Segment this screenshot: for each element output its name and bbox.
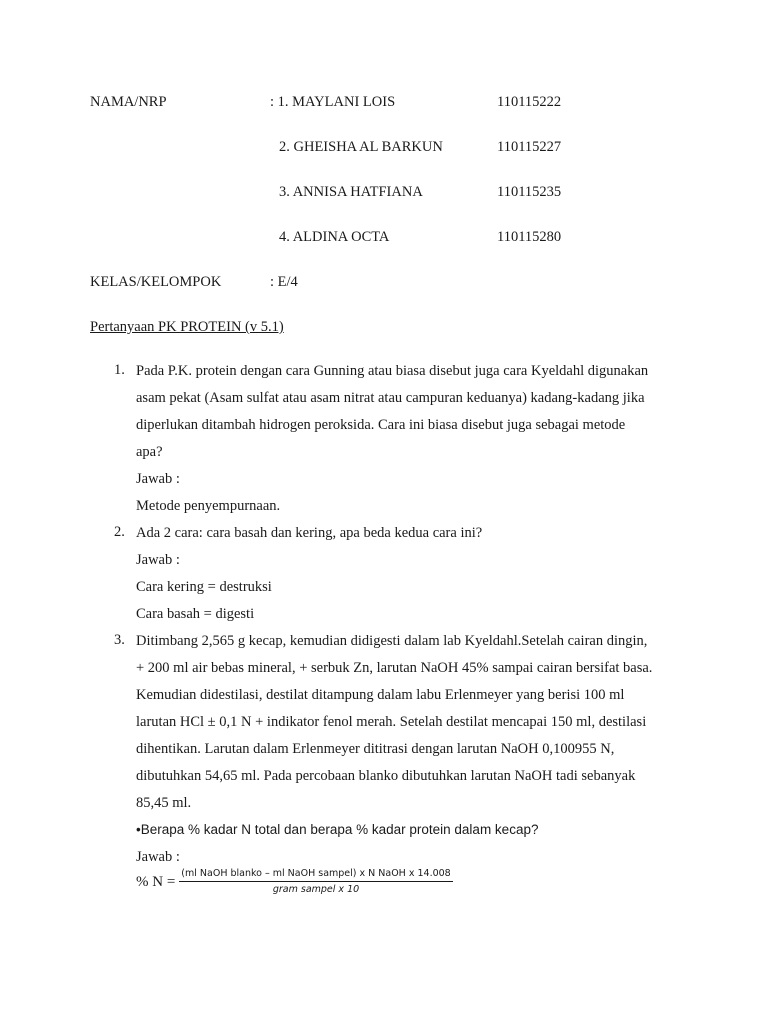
- question-list: [114, 362, 674, 875]
- answer-text: Cara kering = destruksi: [136, 579, 272, 595]
- formula-fraction: [179, 868, 452, 896]
- answer-text: Cara basah = digesti: [136, 606, 255, 622]
- answer-label: Jawab :: [136, 552, 180, 568]
- member-nrp-1: 110115222: [497, 94, 562, 110]
- formula-denominator: gram sampel x 10: [272, 884, 360, 895]
- member-nrp-3: 110115235: [497, 184, 562, 200]
- question-number: 3.: [114, 632, 125, 648]
- question-text: 85,45 ml.: [136, 795, 192, 811]
- question-text: larutan HCl ± 0,1 N + indikator fenol merah. Setelah destilat mencapai 150 ml, destilasi: [136, 714, 647, 730]
- question-item: [114, 632, 674, 875]
- kelas-value: : E/4: [270, 274, 298, 290]
- section-title: Pertanyaan PK PROTEIN (v 5.1): [90, 319, 284, 335]
- question-text: diperlukan ditambah hidrogen peroksida. Cara ini biasa disebut juga sebagai metode: [136, 417, 626, 433]
- answer-label: Jawab :: [136, 471, 180, 487]
- kelas-label: KELAS/KELOMPOK: [90, 274, 222, 290]
- question-number: 1.: [114, 362, 125, 378]
- member-name-3: 3. ANNISA HATFIANA: [279, 184, 423, 200]
- member-name-1: : 1. MAYLANI LOIS: [270, 94, 396, 110]
- question-text: + 200 ml air bebas mineral, + serbuk Zn, larutan NaOH 45% sampai cairan bersifat basa.: [136, 660, 653, 676]
- answer-text: Metode penyempurnaan.: [136, 498, 281, 514]
- answer-label: Jawab :: [136, 849, 180, 865]
- member-nrp-4: 110115280: [497, 229, 562, 245]
- member-name-2: 2. GHEISHA AL BARKUN: [279, 139, 443, 155]
- sub-question: •Berapa % kadar N total dan berapa % kadar protein dalam kecap?: [136, 822, 539, 837]
- question-item: [114, 362, 674, 524]
- question-item: [114, 524, 674, 632]
- member-name-4: 4. ALDINA OCTA: [279, 229, 390, 245]
- question-text: Ada 2 cara: cara basah dan kering, apa beda kedua cara ini?: [136, 525, 483, 541]
- percent-n-formula: [136, 868, 453, 896]
- question-text: apa?: [136, 444, 163, 460]
- formula-numerator: (ml NaOH blanko – ml NaOH sampel) x N NaOH x 14.008: [179, 868, 452, 882]
- question-text: dihentikan. Larutan dalam Erlenmeyer dititrasi dengan larutan NaOH 0,100955 N,: [136, 741, 615, 757]
- nama-label: NAMA/NRP: [90, 94, 167, 110]
- question-text: dibutuhkan 54,65 ml. Pada percobaan blanko dibutuhkan larutan NaOH tadi sebanyak: [136, 768, 636, 784]
- question-number: 2.: [114, 524, 125, 540]
- question-text: Pada P.K. protein dengan cara Gunning atau biasa disebut juga cara Kyeldahl digunakan: [136, 363, 649, 379]
- question-text: asam pekat (Asam sulfat atau asam nitrat atau campuran keduanya) kadang-kadang jika: [136, 390, 645, 406]
- question-text: Ditimbang 2,565 g kecap, kemudian didigesti dalam lab Kyeldahl.Setelah cairan dingin,: [136, 633, 648, 649]
- member-nrp-2: 110115227: [497, 139, 562, 155]
- question-text: Kemudian didestilasi, destilat ditampung dalam labu Erlenmeyer yang berisi 100 ml: [136, 687, 625, 703]
- formula-lhs: % N =: [136, 873, 176, 890]
